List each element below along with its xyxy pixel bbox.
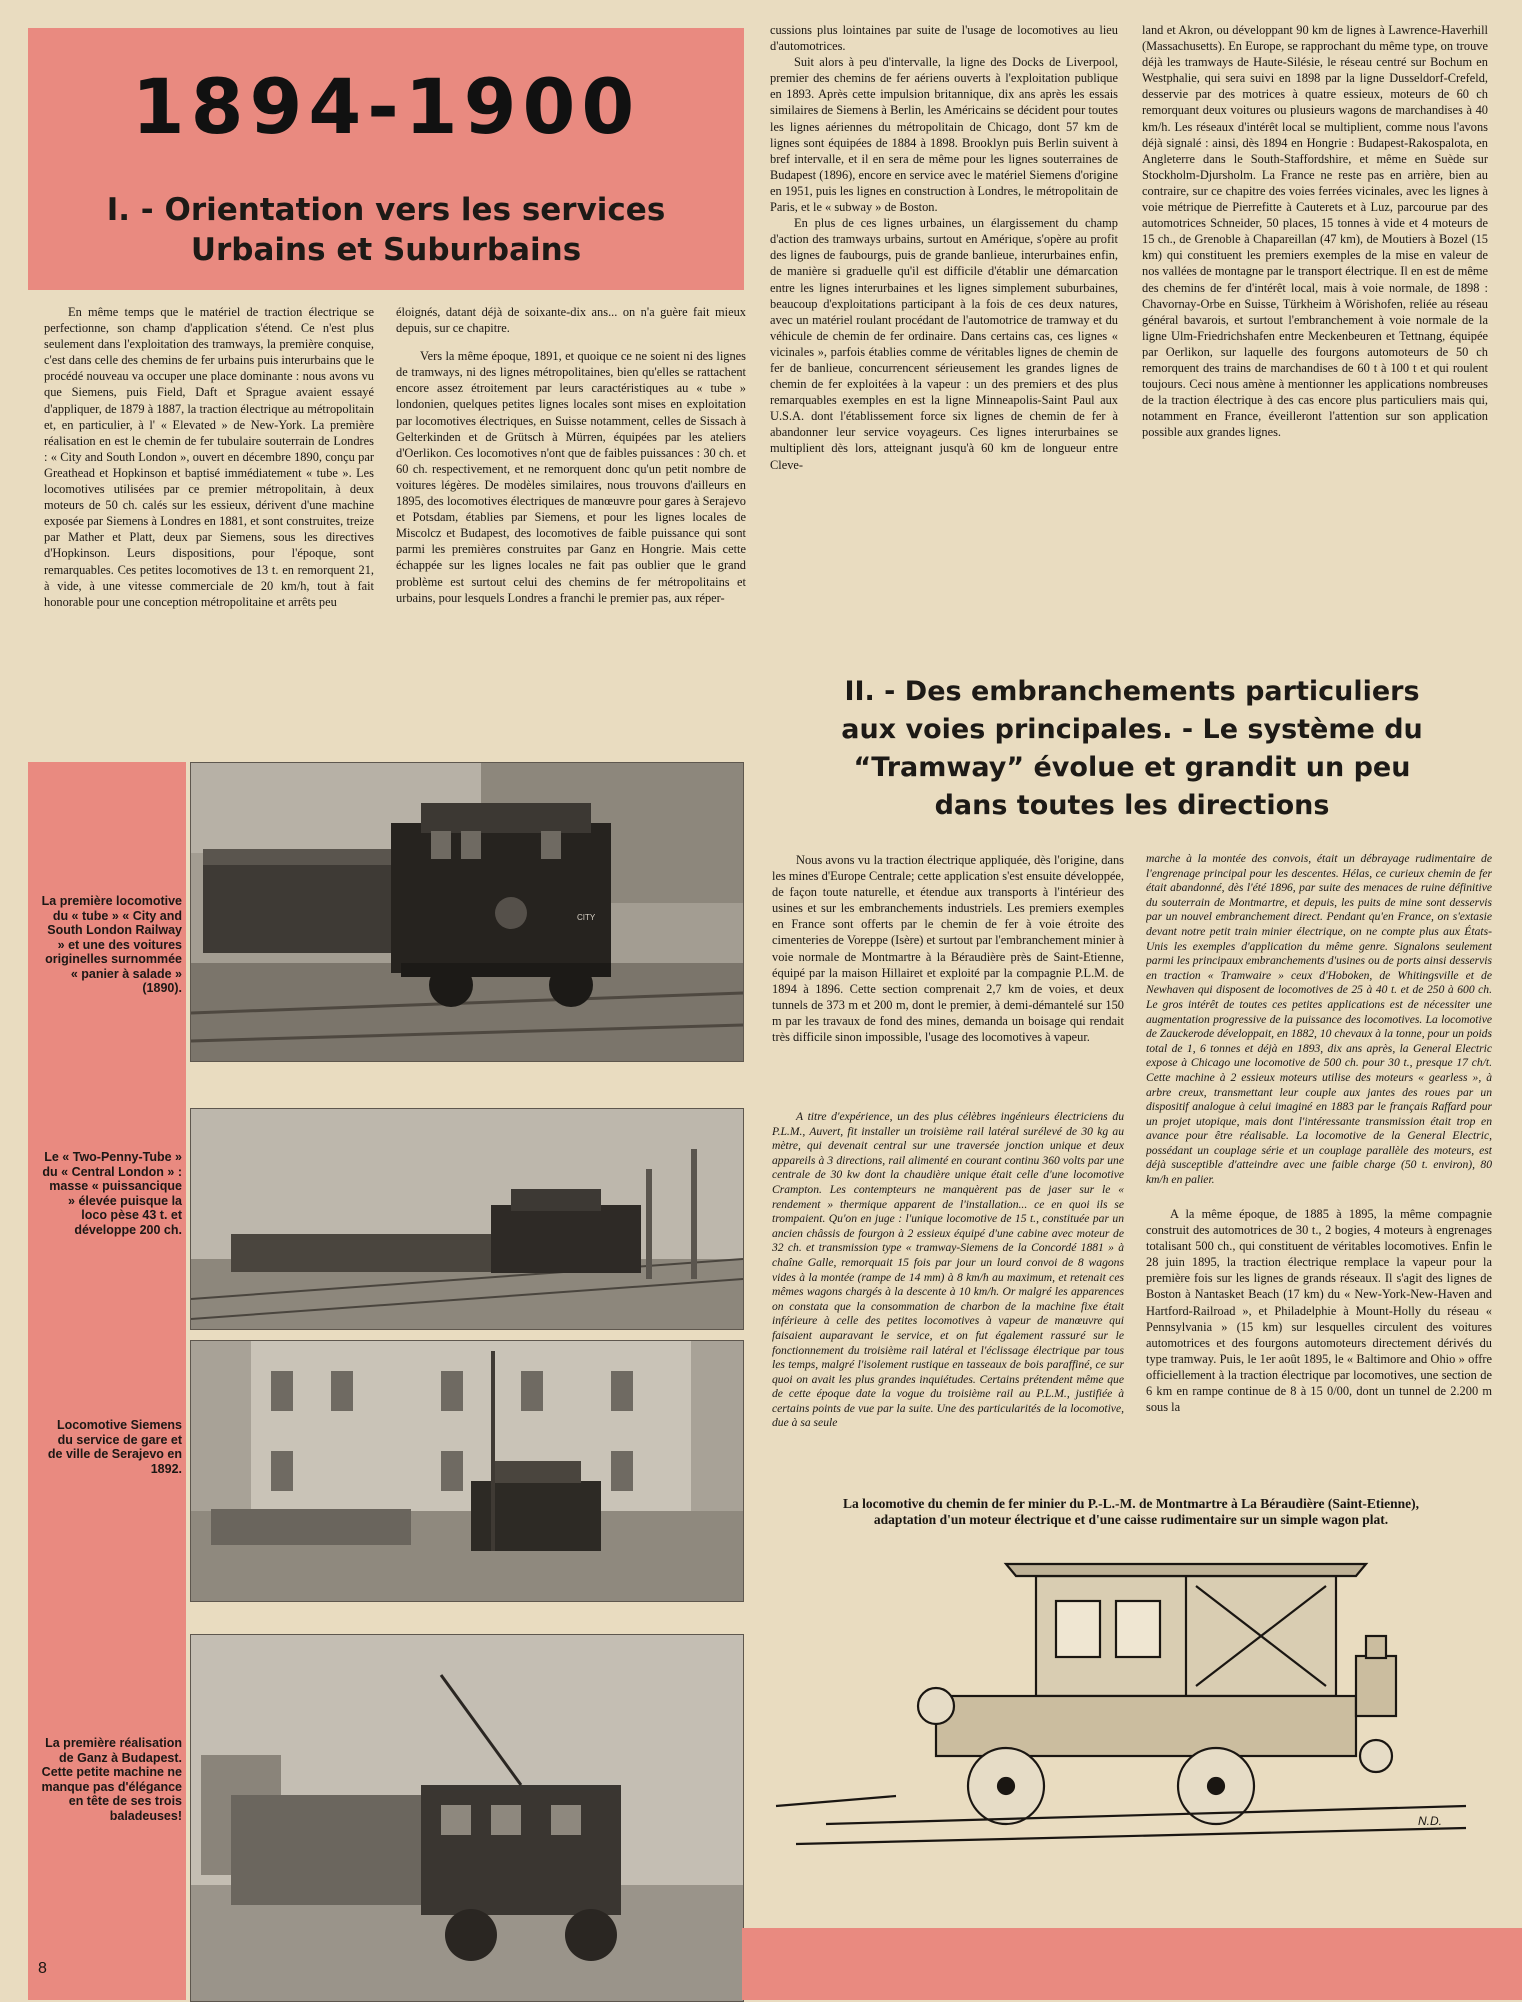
section1-title-line2: Urbains et Suburbains — [190, 232, 582, 268]
section2-title-line2: aux voies principales. - Le système du — [841, 714, 1423, 745]
paragraph: A la même époque, de 1885 à 1895, la même compagnie construit des automotrices de 30 t., 2 bogies, 4 moteurs à engrenages totalisant 500 ch., qui constituent de véritables locomotives. Enfin le 28 juin 1895, la traction électrique remplace la vapeur pour la première fois sur les lignes de grands réseaux. Il s'agit des lignes de Boston à Nantasket Beach (17 km) du « New-York-New-Haven and Hartford-Railroad », et Philadelphie à Mount-Holly du réseau « Pennsylvania » (15 km) sur lesquelles circulent des voitures automotrices et des fourgons automoteurs directement dérivés du type tramway. Puis, le 1er août 1895, le « Baltimore and Ohio » offre officiellement à la traction électrique par locomotives, une section de 6 km en rampe continue de 8 à 15 0/00, dont un tunnel de 2.200 m sous la — [1146, 1207, 1492, 1415]
section2-column-b-note — [1146, 852, 1492, 1224]
years-title: 1894-1900 — [131, 62, 641, 151]
paragraph: Suit alors à peu d'intervalle, la ligne des Docks de Liverpool, premier des chemins de fer aériens ouverts à l'exploitation publique en 1893. Après cette impulsion britannique, dix ans après les essais similaires de Siemens à Berlin, les Américains se décident pour toutes les lignes aériennes du métropolitain de Chicago, dont 57 km de lignes sont équipées de 1884 à 1898. Brooklyn puis Berlin suivent à bref intervalle, et il en sera de même pour les lignes souterraines de Budapest (1896), encore en service avec le matériel Siemens d'origine en 1951, puis les lignes en construction à Londres, le métropolitain de Paris, et le « subway » de Boston. — [770, 55, 1118, 215]
section2-column-a — [772, 852, 1124, 1084]
page-number: 8 — [38, 1960, 47, 1977]
paragraph: A titre d'expérience, un des plus célèbres ingénieurs électriciens du P.L.M., Auvert, fit installer un troisième rail latéral surélevé de 30 kg au mètre, qui devenait central sur une traversée jonction unique et deux appareils à 3 directions, rail alimenté en courant continu 360 volts par une centrale de 30 kw dont la chaudière unique était celle d'une locomotive Crampton. Les contempteurs ne manquèrent pas de jaser sur le « rendement » thermique apparent de l'installation... ce en quoi ils se trompaient. Qu'on en juge : l'unique locomotive de 15 t., constituée par un ancien châssis de fourgon à 2 essieux équipé d'une cabine avec moteur de 32 ch. et transmission type « tramway-Siemens de la Concordé 1881 » à chaîne Galle, remorquait 15 fois par jour un lourd convoi de 8 wagons vides à la montée (rampe de 14 mm) à 8 km/h au maximum, et retenait ces mêmes wagons chargés à la descente à 10 km/h. Or malgré les apparences on constata que la consommation de charbon de la machine fixe était inférieure à celle des petites locomotives à vapeur de manœuvre qui faisaient auparavant le service, et on fut également rassuré sur le fonctionnement du troisième rail latéral et l'éclissage électrique par tous les temps, malgré l'isolement rustique en tasseaux de bois paraffiné, ce sur quoi on avait les plus grandes inquiétudes. Certains prétendent même que de cette époque date la vogue du troisième rail au P.L.M., justifiée à certains points de vue par la suite. Une des particularités de la locomotive, due à sa seule — [772, 1110, 1124, 1430]
train-illustration — [191, 1109, 743, 1329]
section2-title-line4: dans toutes les directions — [934, 790, 1330, 821]
locomotive-illustration — [191, 763, 743, 1061]
section1-title-line1: I. - Orientation vers les services — [106, 192, 666, 228]
photo-serajevo-locomotive — [190, 1340, 744, 1602]
photo-city-south-london-locomotive — [190, 762, 744, 1062]
drawing-signature: N.D. — [1418, 1814, 1442, 1828]
photo1-caption: La première locomotive du « tube » « City and South London Railway » et une des voitures originelles surnommée « panier à salade » (1890). — [41, 894, 182, 995]
loco-plate-label: CITY — [577, 913, 596, 922]
section1-column-1 — [44, 304, 374, 726]
photo4-caption: La première réalisation de Ganz à Budapest. Cette petite machine ne manque pas d'élégance en tête de ses trois baladeuses! — [41, 1736, 182, 1823]
paragraph: Vers la même époque, 1891, et quoique ce ne soient ni des lignes de tramways, ni des lignes métropolitaines, bien qu'elles se rattachent encore assez étroitement par leurs caractéristiques au « tube » londonien, quelques petites lignes locales sont mises en exploitation par locomotives électriques, en Suisse notamment, celles de Sissach à Gelterkinden et de Grütsch à Mürren, équipées par les ateliers d'Oerlikon. Ces locomotives n'ont que de faibles puissances : 30 ch. et 60 ch. respectivement, et ne remorquent donc qu'un petit nombre de voitures légères. De modèles similaires, nous trouvons d'ailleurs en 1895, des locomotives électriques de manœuvre pour gares à Serajevo et Potsdam, établies par Siemens, et pour les lignes locales de Miscolcz et Budapest, des locomotives de faible puissance qui sont parmi les premières construites par Ganz en Hongrie. Mais cette échappée sur les lignes locales ne fait pas oublier que le grand problème est surtout celui des chemins de fer métropolitains et urbains, pour lesquels Londres a franchi le premier pas, aux réper- — [396, 349, 746, 605]
section2-title-line1: II. - Des embranchements particuliers — [844, 676, 1420, 707]
section2-column-b — [1146, 1206, 1492, 1478]
paragraph: En plus de ces lignes urbaines, un élargissement du champ d'action des tramways urbains, surtout en Amérique, s'opère au profit des lignes de faubourgs, puis de grande banlieue, interurbaines enfin, de manière si graduelle qu'il est difficile d'établir une démarcation entre les lignes interurbaines et les lignes simplement suburbaines, beaucoup d'exploitations participant à la fois de ces deux natures, avec un matériel roulant procédant de l'automotrice de tramway et du véhicule de chemin de fer ordinaire. Dans certains cas, ces lignes « vicinales », parfois établies comme de véritables lignes de chemin de fer de banlieue, concurrencent sérieusement les grandes lignes de chemin de fer exploitées à la vapeur : un des premiers et des plus remarquables exemples en est la ligne Minneapolis-Saint Paul aux U.S.A. dont l'établissement force six lignes de chemin de fer à abandonner leur service voyageurs. Ces lignes interurbaines se multiplient dès lors, atteignant jusqu'à 60 km de longueur entre Cleve- — [770, 216, 1118, 472]
paragraph: Nous avons vu la traction électrique appliquée, dès l'origine, dans les mines d'Europe Centrale; cette application s'est ensuite développée, de façon toute naturelle, et étendue aux transports à l'intérieur des usines et sur les embranchements industriels. Les premiers exemples en France sont offerts par le chemin de fer à voie étroite des cimenteries de Voreppe (Isère) et surtout par l'embranchement minier à voie normale de Montmartre à la Béraudière près de Saint-Etienne, équipé par la maison Hillairet et exploité par la compagnie P.L.M. de 1894 à 1896. Cette section comprenait 2,7 km de voies, et deux tunnels de 373 m et 200 m, dont le premier, à demi-démantelé sur 150 m par les travaux de fond des mines, demanda un boisage qui rendait très difficile sinon impossible, l'usage des locomotives à vapeur. — [772, 853, 1124, 1045]
bottom-band — [742, 1928, 1522, 2000]
section2-column-a-note — [772, 1110, 1124, 1480]
section1-column-2 — [396, 304, 746, 726]
section1-column-4 — [1142, 22, 1488, 642]
locomotive-sketch — [766, 1556, 1496, 1856]
section1-column-3 — [770, 22, 1118, 642]
photo-two-penny-tube — [190, 1108, 744, 1330]
tram-illustration — [191, 1635, 743, 2001]
paragraph: éloignés, datant déjà de soixante-dix ans... on n'a guère fait mieux depuis, sur ce chapitre. — [396, 305, 746, 336]
paragraph: En même temps que le matériel de traction électrique se perfectionne, son champ d'application s'étend. Ce n'est plus seulement dans l'exploitation des tramways, la première conquise, c'est dans celle des chemins de fer urbains puis interurbains que le procédé nouveau va occuper une place dominante : nous avons vu que Siemens, puis Field, Daft et Sprague avaient essayé d'appliquer, de 1879 à 1887, la traction électrique au métropolitain et, en particulier, à l' « Elevated » de New-York. La première réalisation en est le chemin de fer tubulaire souterrain de Londres : « City and South London », ouvert en décembre 1890, conçu par Greathead et Hopkinson et baptisé immédiatement « tube ». Les locomotives utilisées par ce premier métropolitain, à deux moteurs de 50 ch. calés sur les essieux, dérivent d'une machine exposée par Siemens à Londres en 1881, et sont construites, treize par Mather et Platt, deux par Siemens, sous les directives d'Hopkinson. Leurs dispositions, pour l'époque, sont remarquables. Ces petites locomotives de 13 t. en remorquent 21, à vide, à une vitesse commerciale de 20 km/h, tout à fait honorable pour une conception métropolitaine et arrêts peu — [44, 305, 374, 609]
station-illustration — [191, 1341, 743, 1601]
section2-title-line3: “Tramway” évolue et grandit un peu — [853, 752, 1411, 783]
mining-locomotive-drawing — [766, 1556, 1496, 1856]
drawing-caption: La locomotive du chemin de fer minier du P.-L.-M. de Montmartre à La Béraudière (Saint-Etienne), adaptation d'un moteur électrique et d'une caisse rudimentaire sur un simple wagon plat. — [843, 1496, 1419, 1527]
paragraph: land et Akron, ou développant 90 km de lignes à Lawrence-Haverhill (Massachusetts). En Europe, se rapprochant du même type, on trouve déjà les tramways de Haute-Silésie, le réseau centré sur Bochum en Westphalie, qui sera suivi en 1898 par la ligne Dusseldorf-Crefeld, desservie par des motrices à quatre essieux, moteurs de 60 ch remorquant deux voitures ou plusieurs wagons de marchandises à 40 km/h. Les réseaux d'intérêt local se multiplient, comme nous l'avons déjà signalé : ainsi, dès 1894 en Hongrie : Budapest-Rakospalota, en Angleterre dans le South-Staffordshire, et même en Suède sur Stockholm-Djursholm. La France ne reste pas en arrière, bien au contraire, sur ce chapitre des voies ferrées vicinales, avec les lignes à voie métrique de Pierrefitte à Cauterets et à Luz, parcourue par des automotrices Schneider, 50 places, 15 tonnes à vide et 4 moteurs de 15 ch., de Grenoble à Chapareillan (47 km), de Moutiers à Bozel (15 km) qui constituent les premiers exemples de la mise en valeur de nos vallées de montagne par le transport électrique. Il en est de même des chemins de fer d'intérêt local, mais à voie normale, de 1898 : Chavornay-Orbe en Suisse, Türkheim à Wörishofen, reliée au réseau général bavarois, et surtout l'embranchement à voie normale de la ligne Ulm-Friedrichshafen entre Meckenbeuren et Tettnang, équipée par Oerlikon, sur laquelle des fourgons automoteurs de 50 ch remorquent des trains de marchandises de 60 t à 100 t et qui roulent toujours. Ceci nous amène à mentionner les applications nombreuses de la traction électrique à des cas encore plus particuliers mais qui, notamment en France, éveilleront l'attention sur son application possible aux grandes lignes. — [1142, 23, 1488, 440]
paragraph: marche à la montée des convois, était un débrayage rudimentaire de l'engrenage principal pour les descentes. Hélas, ce curieux chemin de fer était abandonné, dès l'été 1896, par suite des menaces de ruine définitive du souterrain de Montmartre, et depuis, les puits de mine sont desservis par un nouvel embranchement direct. Pendant qu'en France, on s'extasie devant notre petit train minier électrique, on ne compte plus aux États-Unis les exemples d'application du même genre. Signalons seulement parmi les principaux embranchements d'usines ou de ports ainsi desservis en traction « Tramwaire » ceux d'Hoboken, de Whitingsville et de Newhaven qui disposent de locomotives de 25 à 40 t. et de 250 à 600 ch. Le gros intérêt de toutes ces petites applications est de nécessiter une augmentation progressive de la puissance des locomotives. La locomotive de Zauckerode développait, en 1882, 10 chevaux à la tonne, pour un poids total de 1, 6 tonnes et déjà en 1893, dix ans après, la General Electric expose à Chicago une locomotive de 500 ch. pour 30 t., presque 17 ch/t. Cette machine à 2 essieux moteurs utilise des moteurs « gearless », à arbre creux, transmettant leur couple aux jantes des roues par un dispositif analogue à celui imaginé en 1883 par le français Raffard pour un projet utopique, mais dont l'intéressante transmission était trop en avance pour être réalisable. La locomotive de la General Electric, possédant un couplage série et un couplage parallèle des moteurs, est déjà susceptible d'atteindre avec une faible charge (50 t. environ), 80 km/h en palier. — [1146, 852, 1492, 1187]
photo-ganz-budapest — [190, 1634, 744, 2002]
paragraph: cussions plus lointaines par suite de l'usage de locomotives au lieu d'automotrices. — [770, 23, 1118, 54]
photo2-caption: Le « Two-Penny-Tube » du « Central London » : masse « puissancique » élevée puisque la loco pèse 43 t. et développe 200 ch. — [42, 1150, 182, 1237]
photo3-caption: Locomotive Siemens du service de gare et de ville de Serajevo en 1892. — [47, 1418, 182, 1476]
